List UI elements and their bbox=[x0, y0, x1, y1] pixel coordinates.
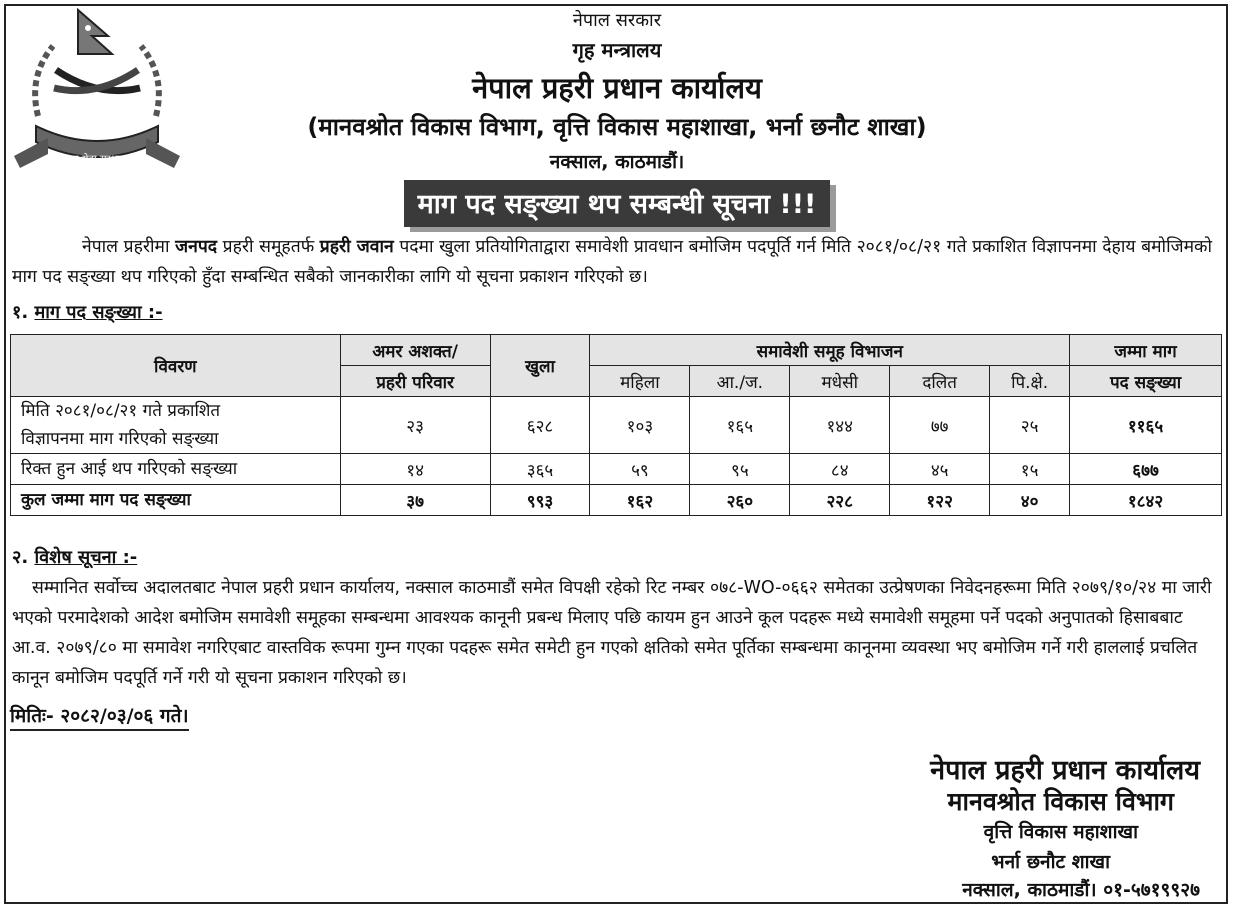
header-ministry: गृह मन्त्रालय bbox=[572, 38, 662, 62]
header-office: नेपाल प्रहरी प्रधान कार्यालय bbox=[472, 71, 762, 105]
header-government: नेपाल सरकार bbox=[572, 10, 662, 31]
svg-text:नेपाल प्रहरी: नेपाल प्रहरी bbox=[74, 126, 120, 139]
header-martyr-line1: अमर अशक्त/ bbox=[340, 335, 490, 366]
header-total-line2: पद सङ्ख्या bbox=[1070, 366, 1222, 397]
header-inclusive: समावेशी समूह विभाजन bbox=[590, 335, 1070, 366]
cell-value: २५ bbox=[990, 397, 1070, 454]
cell-value: ४० bbox=[990, 485, 1070, 516]
row-description: रिक्त हुन आई थप गरिएको सङ्ख्या bbox=[11, 454, 341, 485]
cell-total: १८४२ bbox=[1070, 485, 1222, 516]
table-total-row bbox=[11, 485, 1222, 516]
subheader-backward: पि.क्षे. bbox=[990, 366, 1070, 397]
subheader-madhesi: मधेसी bbox=[790, 366, 890, 397]
section-2-heading: २. विशेष सूचना :- bbox=[12, 547, 138, 568]
cell-value: ५९ bbox=[590, 454, 690, 485]
special-notice-paragraph: सम्मानित सर्वोच्च अदालतबाट नेपाल प्रहरी प्रधान कार्यालय, नक्साल काठमाडौं समेत विपक्षी रहेको रिट नम्बर ०७८-WO-०६६२ समेतका उत्प्रेषणका निवेदनहरूमा मिति २०७९/१०/२४ मा जारी भएको परमादेशको आदेश बमोजिम समावेशी समूहका सम्बन्धमा आवश्यक कानूनी प्रबन्ध मिलाए पछि कायम हुन आउने कूल पदहरू मध्ये समावेशी समूहमा पर्ने पदको अनुपातको हिसाबबाट आ.व. २०७९/८० मा समावेश नगरिएबाट वास्तविक रूपमा गुम्न गएका पदहरू समेत समेटी हुन गएको क्षतिको समेत पूर्तिका सम्बन्धमा कानूनमा व्यवस्था भए बमोजिम गर्ने गरी हाललाई प्रचलित कानून बमोजिम पदपूर्ति गर्ने गरी यो सूचना प्रकाशन गरिएको छ। bbox=[12, 578, 1212, 688]
cell-value: १४४ bbox=[790, 397, 890, 454]
notice-title-banner: माग पद सङ्ख्या थप सम्बन्धी सूचना !!! bbox=[404, 180, 831, 227]
signature-section: भर्ना छनौट शाखा bbox=[991, 851, 1110, 873]
cell-value: १६२ bbox=[590, 485, 690, 516]
cell-value: ६२८ bbox=[490, 397, 590, 454]
total-label: कुल जम्मा माग पद सङ्ख्या bbox=[11, 485, 341, 516]
section-1-heading: १. माग पद सङ्ख्या :- bbox=[12, 302, 163, 323]
header-open: खुला bbox=[490, 335, 590, 397]
cell-value: २६० bbox=[690, 485, 790, 516]
subheader-indigenous: आ./ज. bbox=[690, 366, 790, 397]
signature-office: नेपाल प्रहरी प्रधान कार्यालय bbox=[930, 755, 1200, 786]
cell-value: २२८ bbox=[790, 485, 890, 516]
cell-value: ९९३ bbox=[490, 485, 590, 516]
header-martyr-line2: प्रहरी परिवार bbox=[340, 366, 490, 397]
header-total-line1: जम्मा माग bbox=[1070, 335, 1222, 366]
notice-date: मितिः- २०८२/०३/०६ गते। bbox=[10, 702, 189, 731]
row-description: मिति २०८१/०८/२१ गते प्रकाशित विज्ञापनमा माग गरिएको सङ्ख्या bbox=[11, 397, 341, 454]
cell-value: ३७ bbox=[340, 485, 490, 516]
cell-value: १४ bbox=[340, 454, 490, 485]
cell-value: ३६५ bbox=[490, 454, 590, 485]
signature-address-phone: नक्साल, काठमाडौं। ०१-५७१९९२७ bbox=[962, 879, 1200, 901]
header-location: नक्साल, काठमाडौं। bbox=[549, 151, 685, 173]
cell-total: ११६५ bbox=[1070, 397, 1222, 454]
header-description: विवरण bbox=[11, 335, 341, 397]
intro-paragraph: नेपाल प्रहरीमा जनपद प्रहरी समूहतर्फ प्रहरी जवान पदमा खुला प्रतियोगिताद्वारा समावेशी प्रावधान बमोजिम पदपूर्ति गर्न मिति २०८१/०८/२१ गते प्रकाशित विज्ञापनमा देहाय बमोजिमको माग पद सङ्ख्या थप गरिएको हुँदा सम्बन्धित सबैको जानकारीका लागि यो सूचना प्रकाशन गरिएको छ। bbox=[12, 237, 1213, 287]
signature-department: मानवश्रोत विकास विभाग bbox=[947, 787, 1174, 816]
cell-total: ६७७ bbox=[1070, 454, 1222, 485]
subheader-dalit: दलित bbox=[890, 366, 990, 397]
cell-value: ७७ bbox=[890, 397, 990, 454]
cell-value: ९५ bbox=[690, 454, 790, 485]
signature-division: वृत्ति विकास महाशाखा bbox=[983, 821, 1138, 843]
header-division: (मानवश्रोत विकास विभाग, वृत्ति विकास महाशाखा, भर्ना छनौट शाखा) bbox=[307, 113, 927, 141]
cell-value: ४५ bbox=[890, 454, 990, 485]
demand-table bbox=[10, 334, 1222, 516]
subheader-women: महिला bbox=[590, 366, 690, 397]
cell-value: ८४ bbox=[790, 454, 890, 485]
cell-value: १०३ bbox=[590, 397, 690, 454]
cell-value: १५ bbox=[990, 454, 1070, 485]
table-row bbox=[11, 454, 1222, 485]
cell-value: १२२ bbox=[890, 485, 990, 516]
cell-value: १६५ bbox=[690, 397, 790, 454]
cell-value: २३ bbox=[340, 397, 490, 454]
svg-text:सत्य सेवा सुरक्षणम्: सत्य सेवा सुरक्षणम् bbox=[63, 154, 131, 165]
table-row bbox=[11, 397, 1222, 454]
